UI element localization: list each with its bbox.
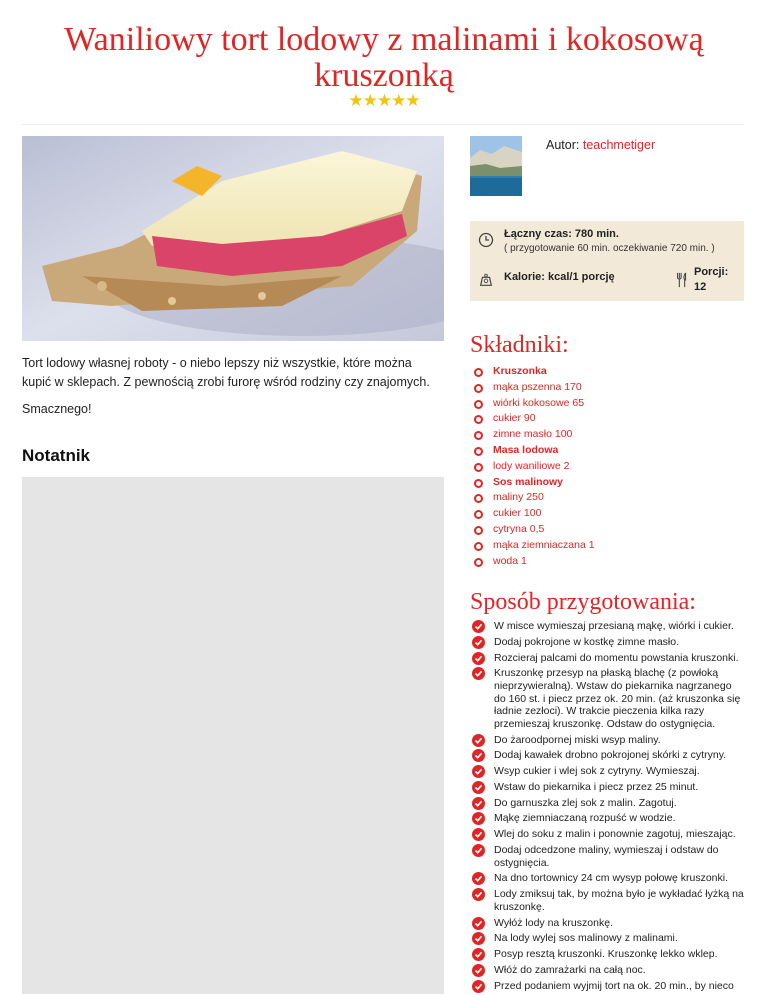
step-item[interactable] [472, 980, 744, 993]
step-item[interactable] [472, 781, 744, 794]
step-text: Do żaroodpornej miski wsyp maliny. [494, 733, 661, 746]
step-item[interactable] [472, 917, 744, 930]
check-icon[interactable] [472, 917, 485, 930]
author-link[interactable]: teachmetiger [582, 138, 656, 152]
bullet-icon [474, 542, 483, 551]
bullet-icon [474, 479, 483, 488]
step-item[interactable] [472, 734, 744, 747]
calories-box [470, 259, 744, 301]
check-icon[interactable] [472, 636, 485, 649]
ingredient-group-header [474, 475, 595, 491]
ingredient-text: wiórki kokosowe 65 [493, 396, 585, 409]
author-label: Autor: [546, 138, 580, 152]
portions-label: Porcji: [694, 266, 729, 278]
ingredient-text: cukier 90 [493, 412, 536, 425]
ingredient-text: maliny 250 [493, 491, 544, 504]
clock-icon [478, 232, 494, 248]
ingredient-text: Sos malinowy [493, 475, 564, 488]
step-text: Włóż do zamrażarki na całą noc. [494, 963, 646, 976]
step-item[interactable] [472, 749, 744, 762]
check-icon[interactable] [472, 964, 485, 977]
ingredient-item [474, 538, 595, 554]
ingredient-text: cytryna 0,5 [493, 522, 545, 535]
cutlery-icon [674, 272, 690, 288]
check-icon[interactable] [472, 828, 485, 841]
bullet-icon [474, 415, 483, 424]
calories: Kalorie: kcal/1 porcję [504, 271, 615, 283]
ingredient-group-header [474, 364, 595, 380]
star-icon[interactable]: ★ [391, 91, 406, 110]
ingredient-item [474, 522, 595, 538]
bullet-icon [474, 463, 483, 472]
portions-value: 12 [694, 281, 707, 293]
cake-image [22, 136, 444, 341]
author-line [546, 138, 655, 152]
step-item[interactable] [472, 765, 744, 778]
recipe-description: Tort lodowy własnej roboty - o niebo lepszy niż wszystkie, które można kupić w sklepach. Z pewnością zrobi furorę wśród rodziny czy znajomych. [22, 356, 430, 389]
check-icon[interactable] [472, 749, 485, 762]
step-text: W misce wymieszaj przesianą mąkę, wiórki i cukier. [494, 620, 734, 632]
steps-list [472, 620, 744, 995]
rating-stars[interactable] [0, 92, 768, 110]
ingredient-item [474, 554, 595, 570]
ingredients-list [474, 364, 595, 569]
ingredient-text: Kruszonka [493, 365, 547, 377]
check-icon[interactable] [472, 797, 485, 810]
check-icon[interactable] [472, 620, 485, 633]
step-item[interactable] [472, 667, 744, 730]
steps-title: Sposób przygotowania: [470, 589, 696, 615]
recipe-photo [22, 136, 444, 341]
bullet-icon [474, 494, 483, 503]
step-item[interactable] [472, 620, 744, 633]
notes-title: Notatnik [22, 446, 90, 465]
ingredient-text: Masa lodowa [493, 443, 559, 456]
ingredient-group-header [474, 443, 595, 459]
ingredient-item [474, 490, 595, 506]
check-icon[interactable] [472, 948, 485, 961]
bullet-icon [474, 384, 483, 393]
step-text: Kruszonkę przesyp na płaską blachę (z powłoką nieprzywieralną). Wstaw do piekarnika nagrzanego do 160 st. i piecz przez ok. 20 min. (aż kruszonka się ładnie zezłoci). W trakcie pieczenia kilka razy przemieszaj kruszonkę. Odstaw do ostygnięcia. [494, 667, 741, 730]
bullet-icon [474, 558, 483, 567]
ingredient-text: zimne masło 100 [493, 428, 573, 441]
step-text: Do garnuszka zlej sok z malin. Zagotuj. [494, 796, 677, 809]
bullet-icon [474, 447, 483, 456]
bullet-icon [474, 368, 483, 377]
step-item[interactable] [472, 964, 744, 977]
step-text: Posyp resztą kruszonki. Kruszonkę lekko wklep. [494, 948, 718, 961]
check-icon[interactable] [472, 781, 485, 794]
bullet-icon [474, 510, 483, 519]
step-text: Mąkę ziemniaczaną rozpuść w wodzie. [494, 812, 676, 825]
step-text: Dodaj odcedzone maliny, wymieszaj i odstaw do ostygnięcia. [494, 843, 719, 869]
scale-icon [478, 272, 494, 288]
recipe-closing: Smacznego! [22, 402, 92, 416]
ingredient-item [474, 411, 595, 427]
ingredient-text: lody waniliowe 2 [493, 459, 570, 472]
star-icon[interactable]: ★ [362, 91, 377, 110]
ingredient-item [474, 380, 595, 396]
check-icon[interactable] [472, 812, 485, 825]
step-item[interactable] [472, 872, 744, 885]
right-column [470, 124, 744, 994]
step-item[interactable] [472, 844, 744, 869]
step-text: Wlej do soku z malin i ponownie zagotuj, mieszając. [494, 828, 736, 841]
left-column [22, 124, 444, 994]
step-text: Dodaj pokrojone w kostkę zimne masło. [494, 635, 680, 648]
step-text: Lody zmiksuj tak, by można było je wykładać łyżką na kruszonkę. [494, 888, 744, 913]
ingredient-text: mąka ziemniaczana 1 [493, 538, 595, 551]
check-icon[interactable] [472, 932, 485, 945]
ingredient-text: woda 1 [493, 554, 527, 567]
time-details: ( przygotowanie 60 min. oczekiwanie 720 min. ) [504, 243, 715, 254]
step-item[interactable] [472, 948, 744, 961]
check-icon[interactable] [472, 872, 485, 885]
step-text: Wsyp cukier i wlej sok z cytryny. Wymieszaj. [494, 765, 700, 778]
step-text: Na lody wylej sos malinowy z malinami. [494, 932, 678, 945]
star-icon[interactable]: ★ [376, 91, 392, 110]
portions [694, 265, 728, 295]
notes-area[interactable] [22, 477, 444, 994]
step-text: Rozcieraj palcami do momentu powstania kruszonki. [494, 651, 739, 664]
check-icon[interactable] [472, 980, 485, 993]
step-item[interactable] [472, 812, 744, 825]
bullet-icon [474, 400, 483, 409]
check-icon[interactable] [472, 888, 485, 901]
star-icon[interactable]: ★ [405, 91, 420, 110]
step-text: Na dno tortownicy 24 cm wysyp połowę kruszonki. [494, 872, 729, 885]
step-text: Wyłóż lody na kruszonkę. [494, 916, 613, 929]
step-text: Przed podaniem wyjmij tort na ok. 20 min., by nieco [494, 979, 734, 992]
check-icon[interactable] [472, 844, 485, 857]
ingredient-item [474, 396, 595, 412]
check-icon[interactable] [472, 667, 485, 680]
step-item[interactable] [472, 828, 744, 841]
recipe-title: Waniliowy tort lodowy z malinami i kokosową kruszonką [64, 21, 704, 94]
ingredient-item [474, 506, 595, 522]
step-item[interactable] [472, 797, 744, 810]
bullet-icon [474, 526, 483, 535]
step-text: Wstaw do piekarnika i piecz przez 25 minut. [494, 780, 699, 793]
step-item[interactable] [472, 932, 744, 945]
bullet-icon [474, 431, 483, 440]
star-icon[interactable]: ★ [348, 91, 363, 110]
check-icon[interactable] [472, 652, 485, 665]
step-item[interactable] [472, 636, 744, 649]
step-item[interactable] [472, 652, 744, 665]
total-time: Łączny czas: 780 min. [504, 228, 619, 240]
check-icon[interactable] [472, 734, 485, 747]
ingredient-item [474, 459, 595, 475]
ingredient-text: cukier 100 [493, 507, 542, 520]
ingredient-item [474, 427, 595, 443]
ingredients-title: Składniki: [470, 332, 569, 358]
ingredient-text: mąka pszenna 170 [493, 380, 582, 393]
check-icon[interactable] [472, 765, 485, 778]
step-item[interactable] [472, 888, 744, 913]
step-text: Dodaj kawałek drobno pokrojonej skórki z cytryny. [494, 749, 727, 762]
time-box [470, 221, 744, 261]
author-avatar[interactable] [470, 136, 522, 196]
